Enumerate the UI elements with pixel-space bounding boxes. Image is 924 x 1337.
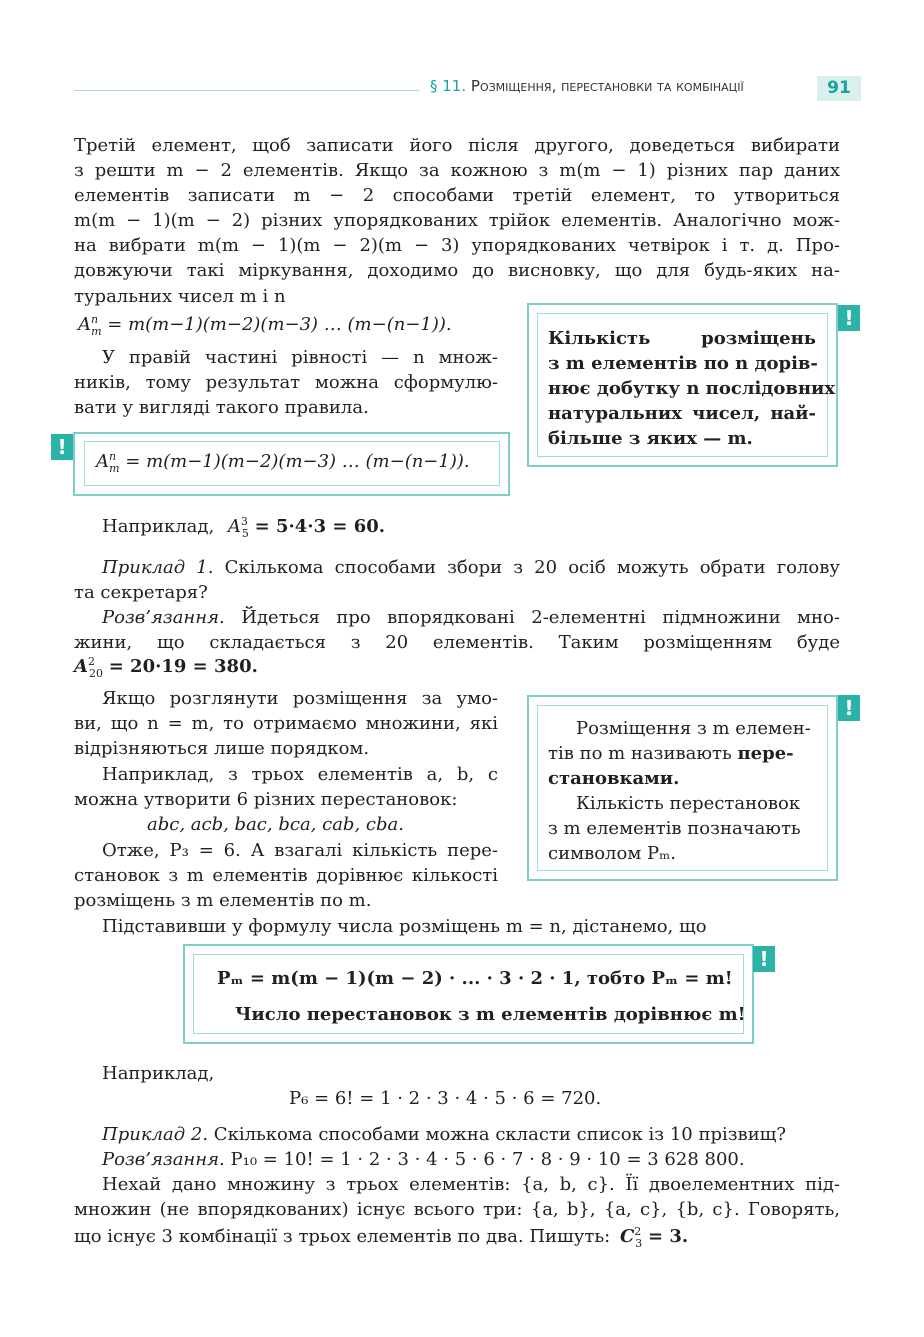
intro-line: елементів записати m − 2 способами третій елемент, то утвориться	[74, 185, 840, 206]
intro-line: туральних чисел m і n	[74, 286, 286, 307]
example1-line: Приклад 1. Скількома способами збори з 20 осіб можуть обрати голову	[102, 557, 840, 578]
perm-line: розміщень з m елементів по m.	[74, 890, 372, 911]
boxed-placement-formula: $A^n_m = m(m-1)(m-2)(m-3)$ … (m−(n−1)).	[96, 450, 470, 475]
placement-formula: $A^n_m = m(m-1)(m-2)(m-3)$ … (m−(n−1)).	[78, 313, 452, 338]
exclamation-icon: !	[753, 946, 775, 972]
rule2-line: Розміщення з m елемен-	[576, 718, 811, 739]
solution1-line: жини, що складається з 20 елементів. Таким розміщенням буде	[74, 632, 840, 653]
comb-line: Нехай дано множину з трьох елементів: {a, b, c}. Її двоелементних під-	[102, 1174, 840, 1195]
solution1-formula: $A^2_{20} = 20\cdot 19 = 380$.	[74, 655, 258, 680]
perm-line: становок з m елементів дорівнює кількості	[74, 865, 498, 886]
example-perm-prefix: Наприклад,	[102, 1063, 215, 1084]
perm-line: ви, що n = m, то отримаємо множини, які	[74, 713, 498, 734]
paragraph-line: У правій частині рівності — n множ-	[102, 347, 498, 368]
intro-line: Третій елемент, щоб записати його після другого, доведеться вибирати	[74, 135, 840, 156]
solution2-line: Розв’язання. P₁₀ = 10! = 1 · 2 · 3 · 4 · 5 · 6 · 7 · 8 · 9 · 10 = 3 628 800.	[102, 1149, 745, 1170]
paragraph-line: ників, тому результат можна сформулю-	[74, 372, 498, 393]
rule2-line: з m елементів позначають	[548, 818, 801, 839]
rule2-line: символом Pₘ.	[548, 843, 676, 864]
section-number: § 11.	[430, 77, 467, 95]
example1-line: та секретаря?	[74, 582, 208, 603]
rule2-line: Кількість перестановок	[576, 793, 801, 814]
perm-line: Наприклад, з трьох елементів a, b, c	[102, 764, 498, 785]
permutation-formula: Pₘ = m(m − 1)(m − 2) · ... · 3 · 2 · 1, тобто Pₘ = m!	[217, 968, 733, 989]
perm-line: Отже, P₃ = 6. А взагалі кількість пере-	[102, 840, 498, 861]
rule-line: Кількість розміщень	[548, 328, 816, 349]
rule-line: нює добутку n послідовних	[548, 378, 836, 399]
comb-line: множин (не впорядкованих) існує всього три: {a, b}, {a, c}, {b, c}. Говорять,	[74, 1199, 840, 1220]
intro-line: з решти m − 2 елементів. Якщо за кожною з m(m − 1) різних пар даних	[74, 160, 840, 181]
solution1-line: Розв’язання. Йдеться про впорядковані 2-елементні підмножини мно-	[102, 607, 840, 628]
paragraph-line: вати у вигляді такого правила.	[74, 397, 369, 418]
perm-line: можна утворити 6 різних перестановок:	[74, 789, 458, 810]
intro-line: на вибрати m(m − 1)(m − 2)(m − 3) упорядкованих четвірок і т. д. Про-	[74, 235, 840, 256]
rule-line: більше з яких — m.	[548, 428, 753, 449]
comb-line: що існує 3 комбінації з трьох елементів по два. Пишуть: $C^2_3 = 3$.	[74, 1225, 689, 1250]
exclamation-icon: !	[838, 695, 860, 721]
example2-line: Приклад 2. Скількома способами можна скласти список із 10 прізвищ?	[102, 1124, 787, 1145]
rule-line: натуральних чисел, най-	[548, 403, 816, 424]
rule2-line: тів по m називають пере-	[548, 743, 794, 764]
rule-line: з m елементів по n дорів-	[548, 353, 818, 374]
perm-line: відрізняються лише порядком.	[74, 738, 370, 759]
example-perm-formula: P₆ = 6! = 1 · 2 · 3 · 4 · 5 · 6 = 720.	[289, 1088, 602, 1109]
section-title: Розміщення, перестановки та комбінації	[470, 77, 744, 95]
intro-line: довжуючи такі міркування, доходимо до висновку, що для будь-яких на-	[74, 260, 840, 281]
header-rule	[74, 90, 419, 91]
running-header	[430, 77, 744, 95]
exclamation-icon: !	[838, 305, 860, 331]
substitution-line: Підставивши у формулу числа розміщень m = n, дістанемо, що	[102, 916, 707, 937]
perm-line: abc, acb, bac, bca, cab, cba.	[147, 814, 404, 835]
rule2-line: становками.	[548, 768, 680, 789]
perm-line: Якщо розглянути розміщення за умо-	[102, 688, 498, 709]
permutation-rule: Число перестановок з m елементів дорівнює m!	[235, 1004, 746, 1025]
exclamation-icon: !	[51, 434, 73, 460]
intro-line: m(m − 1)(m − 2) різних упорядкованих трійок елементів. Аналогічно мож-	[74, 210, 840, 231]
page-number: 91	[817, 76, 861, 101]
example-placement: Наприклад, $A^3_5 = 5\cdot 4\cdot 3 = 60$.	[102, 515, 386, 540]
